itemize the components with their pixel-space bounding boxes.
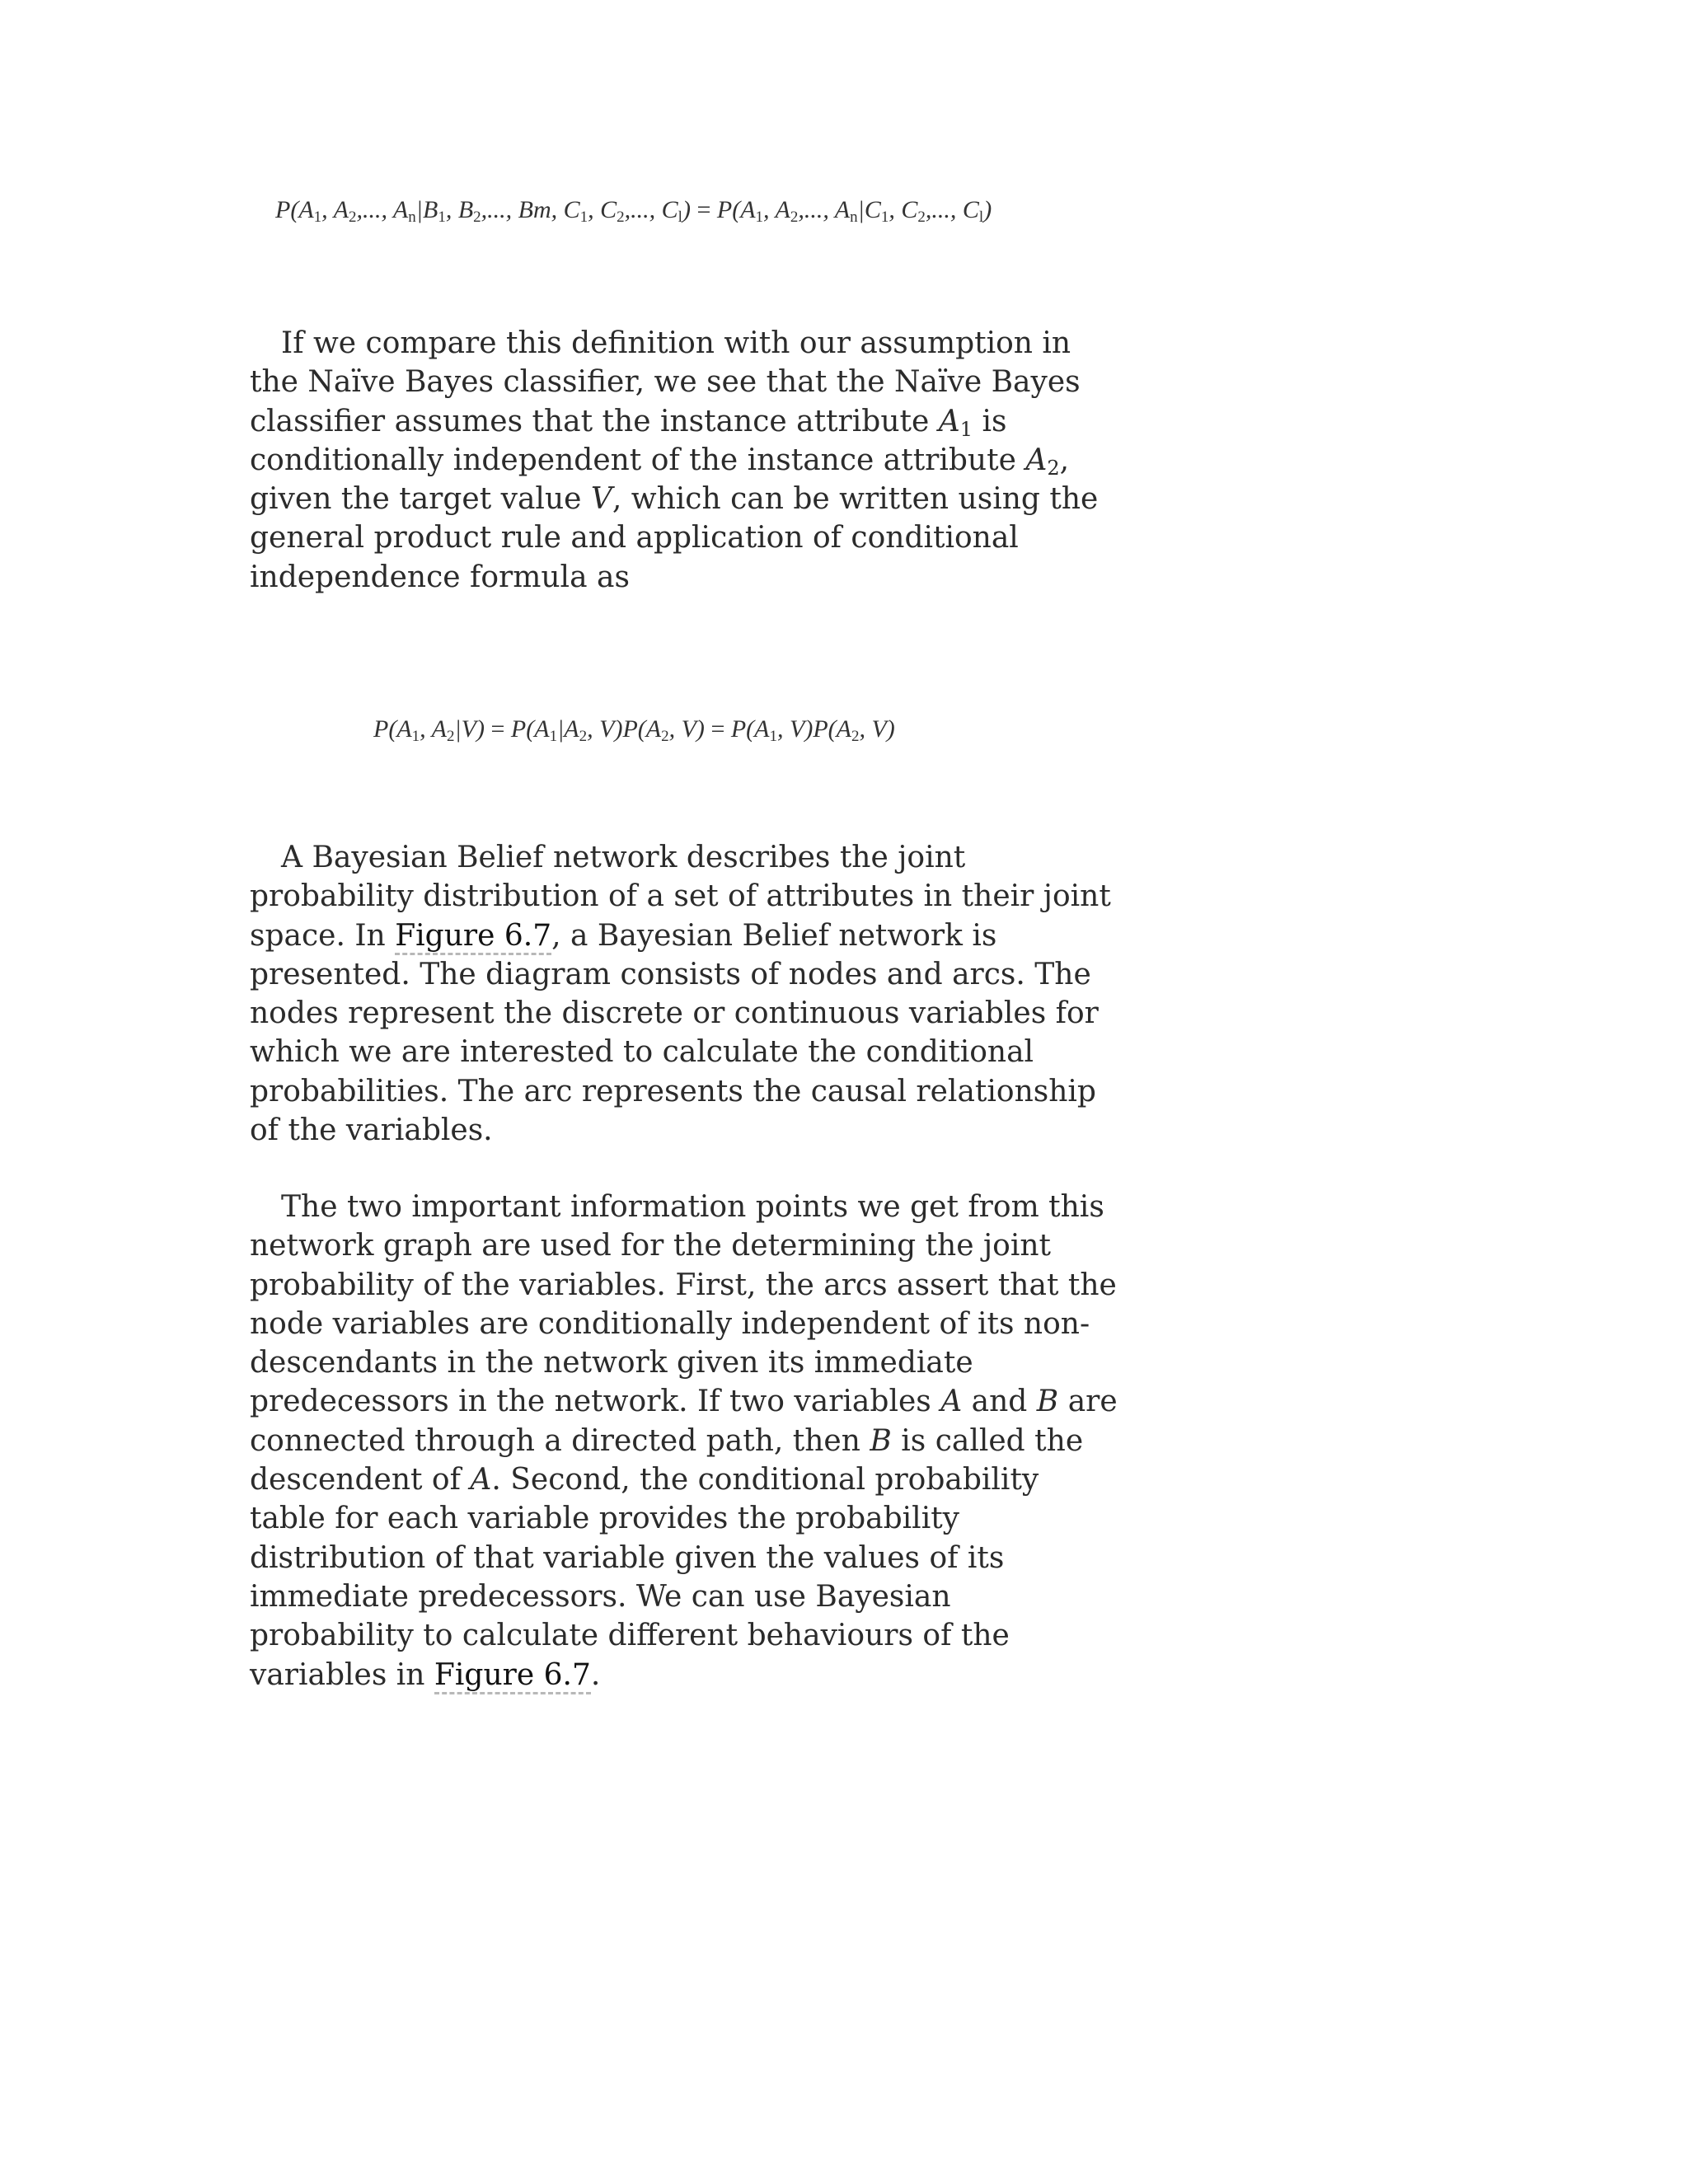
text-line: conditionally independent of the instance attribute $A_2$,	[250, 443, 1070, 480]
paragraph-bayesian-belief-network	[250, 838, 1111, 1150]
text-line: probabilities. The arc represents the causal relationship	[250, 1074, 1096, 1108]
text-line: nodes represent the discrete or continuous variables for	[250, 996, 1099, 1031]
text-line: which we are interested to calculate the conditional	[250, 1035, 1034, 1070]
figure-6-7-link[interactable]: Figure 6.7	[434, 1658, 591, 1694]
equation-naive-bayes-product: $P(A_1$, $A_2|V) = P(A_1|A_2$, $V)P(A_2$, $V) = P(A_1$, $V)P(A_2$, V)	[373, 715, 895, 745]
text-line: of the variables.	[250, 1113, 493, 1148]
text-line: network graph are used for the determining the joint	[250, 1229, 1051, 1263]
paragraph-naive-bayes-assumption	[250, 324, 1099, 597]
equation-conditional-independence: $P(A_1$, $A_2$,..., $A_n|B_1$, $B_2$,..., Bm, $C_1$, $C_2$,..., $C_l) = P(A_1$, $A_2$,..., $A_n|C_1$, $C_2$,..., $C_l$)	[275, 196, 992, 226]
text-line: node variables are conditionally independent of its non-	[250, 1306, 1090, 1341]
text-line: distribution of that variable given the values of its	[250, 1540, 1005, 1575]
text-line: general product rule and application of conditional	[250, 521, 1019, 555]
text-line: descendent of A. Second, the conditional probability	[250, 1463, 1039, 1497]
text-line: connected through a directed path, then B is called the	[250, 1423, 1084, 1458]
text-line: independence formula as	[250, 560, 630, 594]
text-line: variables in Figure 6.7.	[250, 1656, 1041, 1694]
text-line: the Naïve Bayes classifier, we see that the Naïve Bayes	[250, 365, 1081, 400]
text-line: predecessors in the network. If two variables A and B are	[250, 1385, 1118, 1419]
text-line: descendants in the network given its immediate	[250, 1346, 973, 1380]
text-line: immediate predecessors. We can use Bayesian	[250, 1579, 951, 1614]
text-line: The two important information points we get from this	[281, 1190, 1104, 1224]
text-line: If we compare this definition with our assumption in	[281, 326, 1071, 360]
text-line: classifier assumes that the instance attribute $A_1$ is	[250, 404, 1007, 441]
figure-6-7-link[interactable]: Figure 6.7	[395, 919, 551, 955]
text-line: probability to calculate different behaviours of the	[250, 1619, 1010, 1653]
text-line: space. In Figure 6.7, a Bayesian Belief network is	[250, 916, 1041, 955]
text-line: table for each variable provides the probability	[250, 1502, 960, 1536]
text-line: probability of the variables. First, the arcs assert that the	[250, 1268, 1117, 1302]
paragraph-network-information-points	[250, 1188, 1118, 1694]
text-line: given the target value V, which can be written using the	[250, 482, 1099, 517]
text-line: probability distribution of a set of attributes in their joint	[250, 879, 1111, 914]
text-line: A Bayesian Belief network describes the joint	[281, 841, 966, 874]
text-line: presented. The diagram consists of nodes and arcs. The	[250, 957, 1091, 991]
